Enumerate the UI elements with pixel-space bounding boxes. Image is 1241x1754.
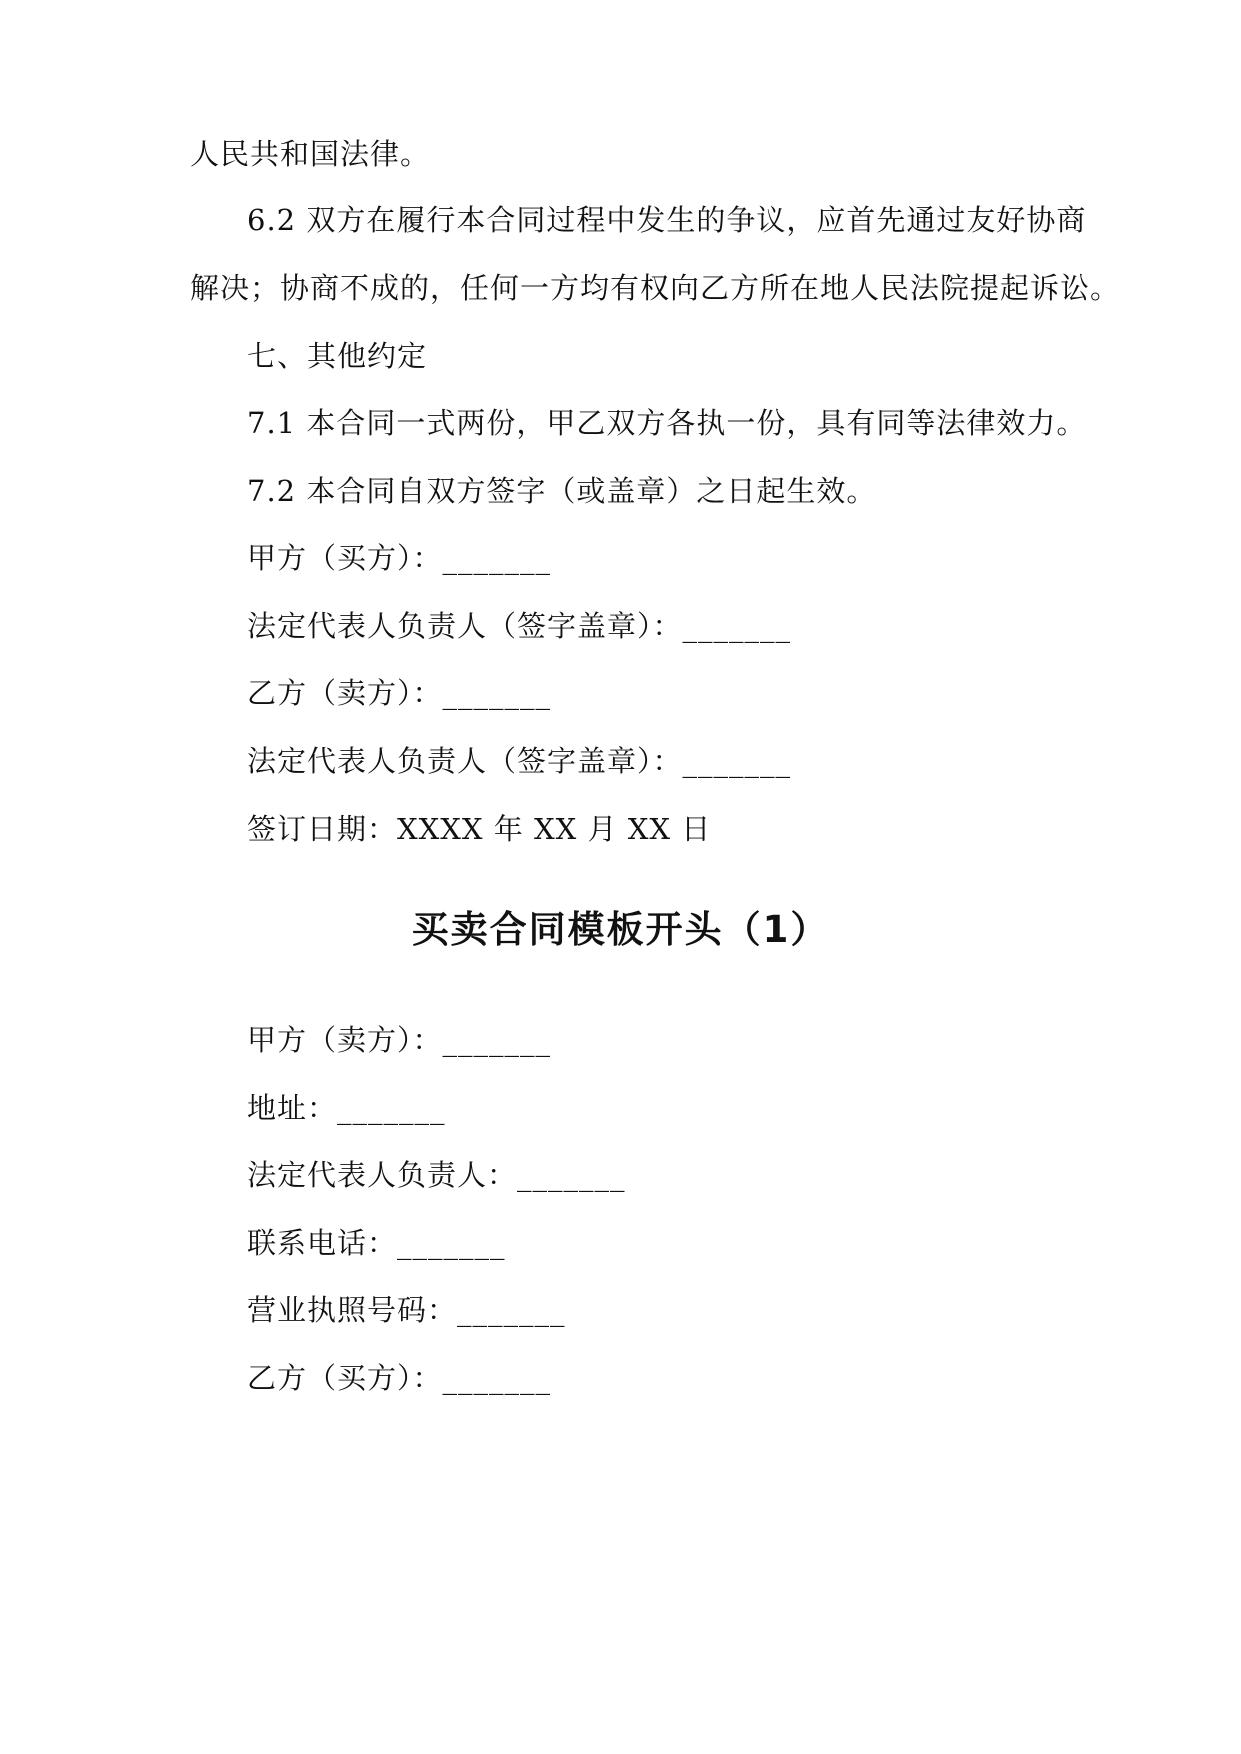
section6-tail: 人民共和国法律。 — [190, 137, 431, 171]
clause-6-2-line1: 6.2 双方在履行本合同过程中发生的争议，应首先通过友好协商 — [247, 203, 1087, 237]
signature-party-a: 甲方（买方）：_______ — [247, 541, 552, 575]
section7-heading: 七、其他约定 — [247, 339, 428, 373]
template-party-b: 乙方（买方）：_______ — [247, 1361, 552, 1395]
signature-party-b: 乙方（卖方）：_______ — [247, 676, 552, 710]
template-title: 买卖合同模板开头（1） — [411, 908, 830, 951]
template-address: 地址：_______ — [247, 1091, 446, 1125]
sign-date: 签订日期：XXXX 年 XX 月 XX 日 — [247, 812, 712, 846]
clause-7-2: 7.2 本合同自双方签字（或盖章）之日起生效。 — [247, 474, 877, 508]
clause-7-1: 7.1 本合同一式两份，甲乙双方各执一份，具有同等法律效力。 — [247, 406, 1087, 440]
clause-6-2-line2: 解决；协商不成的，任何一方均有权向乙方所在地人民法院提起诉讼。 — [190, 271, 1121, 305]
template-license-no: 营业执照号码：_______ — [247, 1293, 566, 1327]
signature-party-b-rep: 法定代表人负责人（签字盖章）：_______ — [247, 744, 792, 778]
signature-party-a-rep: 法定代表人负责人（签字盖章）：_______ — [247, 609, 792, 643]
template-phone: 联系电话：_______ — [247, 1226, 506, 1260]
template-legal-rep: 法定代表人负责人：_______ — [247, 1158, 626, 1192]
template-party-a: 甲方（卖方）：_______ — [247, 1023, 552, 1057]
